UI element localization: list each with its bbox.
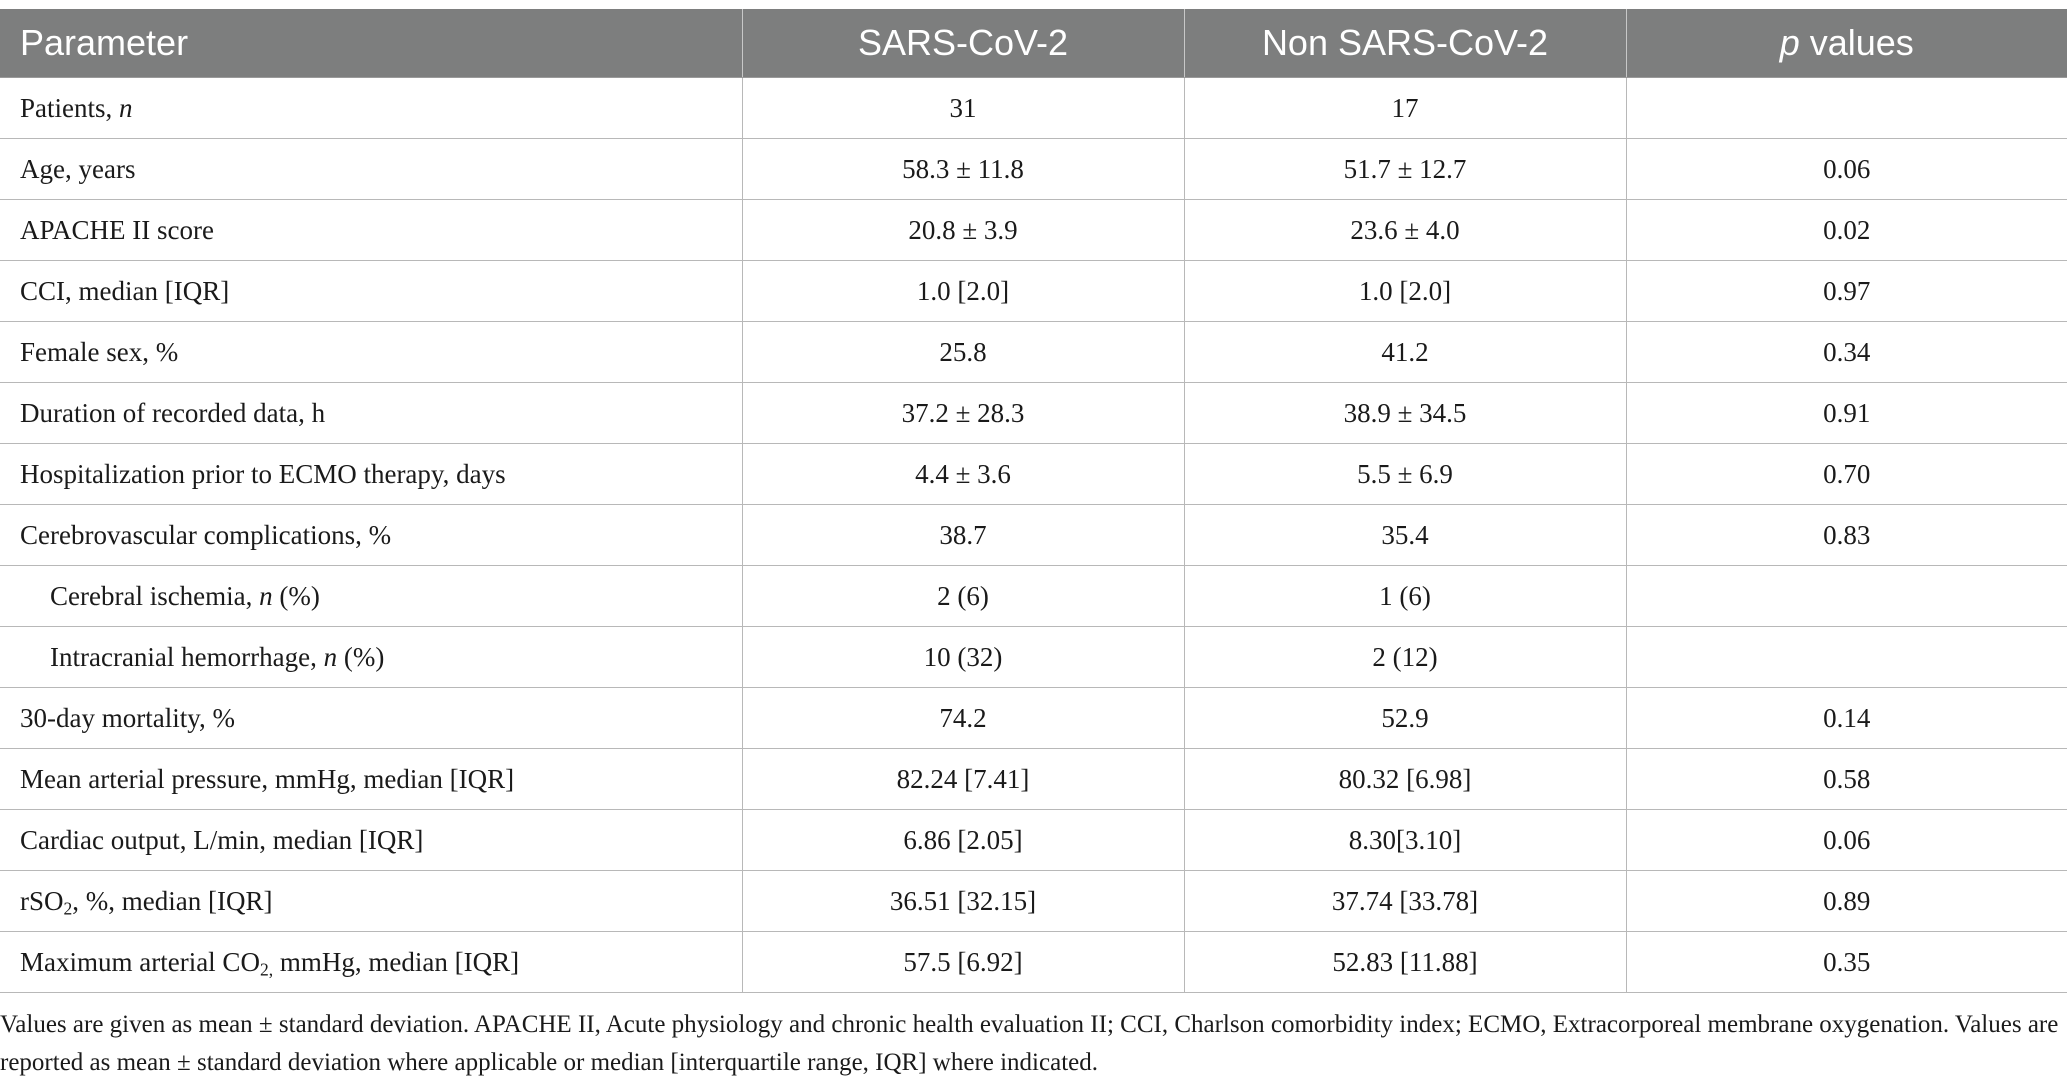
cell-parameter bbox=[0, 505, 742, 566]
parameter-label: rSO bbox=[20, 885, 64, 916]
table-row bbox=[0, 261, 2067, 322]
parameter-label: Cerebrovascular complications, % bbox=[20, 519, 392, 550]
table-footnote: Values are given as mean ± standard deviation. APACHE II, Acute physiology and chronic health evaluation II; CCI, Charlson comorbidity index; ECMO, Extracorporeal membrane oxygenation. Values are reported as mean ± standard deviation where applicable or median [interquartile range, IQR] where indicated. bbox=[0, 1011, 2059, 1076]
table-row bbox=[0, 932, 2067, 993]
cell-non-sars-cov-2: 2 (12) bbox=[1184, 627, 1626, 688]
cell-sars-cov-2: 82.24 [7.41] bbox=[742, 749, 1184, 810]
cell-sars-cov-2: 1.0 [2.0] bbox=[742, 261, 1184, 322]
cell-parameter bbox=[0, 139, 742, 200]
table-row bbox=[0, 505, 2067, 566]
cell-sars-cov-2: 25.8 bbox=[742, 322, 1184, 383]
cell-p-value: 0.14 bbox=[1626, 688, 2067, 749]
parameter-suffix: , %, median [IQR] bbox=[72, 885, 273, 916]
parameter-suffix: mmHg, median [IQR] bbox=[273, 946, 520, 977]
data-table-container bbox=[0, 9, 2067, 993]
parameter-subscript: 2, bbox=[259, 958, 274, 979]
cell-parameter bbox=[0, 322, 742, 383]
cell-parameter bbox=[0, 871, 742, 932]
cell-parameter bbox=[0, 688, 742, 749]
parameter-label: CCI, median [IQR] bbox=[20, 275, 230, 306]
cell-non-sars-cov-2: 17 bbox=[1184, 78, 1626, 139]
cell-sars-cov-2: 38.7 bbox=[742, 505, 1184, 566]
cell-non-sars-cov-2: 51.7 ± 12.7 bbox=[1184, 139, 1626, 200]
parameter-suffix: (%) bbox=[337, 641, 385, 672]
cell-sars-cov-2: 74.2 bbox=[742, 688, 1184, 749]
table-row bbox=[0, 444, 2067, 505]
table-row bbox=[0, 688, 2067, 749]
cell-sars-cov-2: 31 bbox=[742, 78, 1184, 139]
cell-non-sars-cov-2: 38.9 ± 34.5 bbox=[1184, 383, 1626, 444]
parameter-label: Mean arterial pressure, mmHg, median [IQR] bbox=[20, 763, 515, 794]
cell-sars-cov-2: 36.51 [32.15] bbox=[742, 871, 1184, 932]
cell-non-sars-cov-2: 41.2 bbox=[1184, 322, 1626, 383]
cell-parameter bbox=[0, 810, 742, 871]
cell-parameter bbox=[0, 383, 742, 444]
cell-p-value bbox=[1626, 627, 2067, 688]
cell-parameter bbox=[0, 932, 742, 993]
table-row bbox=[0, 78, 2067, 139]
cell-p-value: 0.35 bbox=[1626, 932, 2067, 993]
cell-p-value: 0.89 bbox=[1626, 871, 2067, 932]
cell-parameter bbox=[0, 200, 742, 261]
parameter-italic: n bbox=[259, 580, 273, 611]
table-row bbox=[0, 871, 2067, 932]
cell-p-value: 0.58 bbox=[1626, 749, 2067, 810]
cell-p-value: 0.34 bbox=[1626, 322, 2067, 383]
header-p-rest: values bbox=[1799, 22, 1914, 63]
parameter-italic: n bbox=[119, 92, 133, 123]
parameter-label: APACHE II score bbox=[20, 214, 214, 245]
table-row bbox=[0, 383, 2067, 444]
table-row bbox=[0, 200, 2067, 261]
cell-sars-cov-2: 4.4 ± 3.6 bbox=[742, 444, 1184, 505]
header-non-sars-cov-2: Non SARS-CoV-2 bbox=[1184, 9, 1626, 78]
cell-p-value bbox=[1626, 78, 2067, 139]
header-row bbox=[0, 9, 2067, 78]
table-row bbox=[0, 139, 2067, 200]
parameter-label: Cerebral ischemia, bbox=[50, 580, 260, 611]
table-row bbox=[0, 322, 2067, 383]
cell-sars-cov-2: 37.2 ± 28.3 bbox=[742, 383, 1184, 444]
cell-non-sars-cov-2: 5.5 ± 6.9 bbox=[1184, 444, 1626, 505]
cell-p-value: 0.70 bbox=[1626, 444, 2067, 505]
header-parameter: Parameter bbox=[0, 9, 742, 78]
cell-sars-cov-2: 10 (32) bbox=[742, 627, 1184, 688]
cell-p-value: 0.97 bbox=[1626, 261, 2067, 322]
header-sars-cov-2: SARS-CoV-2 bbox=[742, 9, 1184, 78]
parameter-label: Cardiac output, L/min, median [IQR] bbox=[20, 824, 424, 855]
cell-non-sars-cov-2: 35.4 bbox=[1184, 505, 1626, 566]
cell-sars-cov-2: 20.8 ± 3.9 bbox=[742, 200, 1184, 261]
cell-sars-cov-2: 58.3 ± 11.8 bbox=[742, 139, 1184, 200]
parameter-italic: n bbox=[323, 641, 338, 672]
cell-p-value: 0.83 bbox=[1626, 505, 2067, 566]
cell-parameter bbox=[0, 261, 742, 322]
cell-parameter bbox=[0, 627, 742, 688]
parameter-label: 30-day mortality, % bbox=[20, 702, 235, 733]
header-p-values bbox=[1626, 9, 2067, 78]
parameter-label: Duration of recorded data, h bbox=[20, 397, 326, 428]
table-row bbox=[0, 627, 2067, 688]
parameter-label: Hospitalization prior to ECMO therapy, days bbox=[20, 458, 506, 489]
parameter-label: Female sex, % bbox=[20, 336, 179, 367]
cell-non-sars-cov-2: 23.6 ± 4.0 bbox=[1184, 200, 1626, 261]
parameter-subscript: 2 bbox=[63, 897, 73, 918]
cell-p-value: 0.06 bbox=[1626, 139, 2067, 200]
cell-non-sars-cov-2: 52.9 bbox=[1184, 688, 1626, 749]
cell-p-value: 0.02 bbox=[1626, 200, 2067, 261]
parameter-label: Age, years bbox=[20, 153, 136, 184]
table-row bbox=[0, 749, 2067, 810]
cell-sars-cov-2: 6.86 [2.05] bbox=[742, 810, 1184, 871]
table-header bbox=[0, 9, 2067, 78]
parameter-label: Intracranial hemorrhage, bbox=[50, 641, 324, 672]
cell-non-sars-cov-2: 37.74 [33.78] bbox=[1184, 871, 1626, 932]
cell-p-value: 0.91 bbox=[1626, 383, 2067, 444]
cell-p-value: 0.06 bbox=[1626, 810, 2067, 871]
cell-parameter bbox=[0, 78, 742, 139]
cell-non-sars-cov-2: 8.30[3.10] bbox=[1184, 810, 1626, 871]
cell-non-sars-cov-2: 52.83 [11.88] bbox=[1184, 932, 1626, 993]
cell-sars-cov-2: 57.5 [6.92] bbox=[742, 932, 1184, 993]
header-p-italic: p bbox=[1779, 22, 1800, 63]
cell-p-value bbox=[1626, 566, 2067, 627]
table-row bbox=[0, 566, 2067, 627]
cell-sars-cov-2: 2 (6) bbox=[742, 566, 1184, 627]
parameter-suffix: (%) bbox=[272, 580, 320, 611]
cell-parameter bbox=[0, 566, 742, 627]
cell-non-sars-cov-2: 1 (6) bbox=[1184, 566, 1626, 627]
cell-parameter bbox=[0, 444, 742, 505]
cell-non-sars-cov-2: 80.32 [6.98] bbox=[1184, 749, 1626, 810]
table-row bbox=[0, 810, 2067, 871]
cell-parameter bbox=[0, 749, 742, 810]
parameter-label: Patients, bbox=[20, 92, 119, 123]
parameter-label: Maximum arterial CO bbox=[20, 946, 260, 977]
table-body bbox=[0, 78, 2067, 993]
cell-non-sars-cov-2: 1.0 [2.0] bbox=[1184, 261, 1626, 322]
patient-characteristics-table bbox=[0, 9, 2067, 993]
